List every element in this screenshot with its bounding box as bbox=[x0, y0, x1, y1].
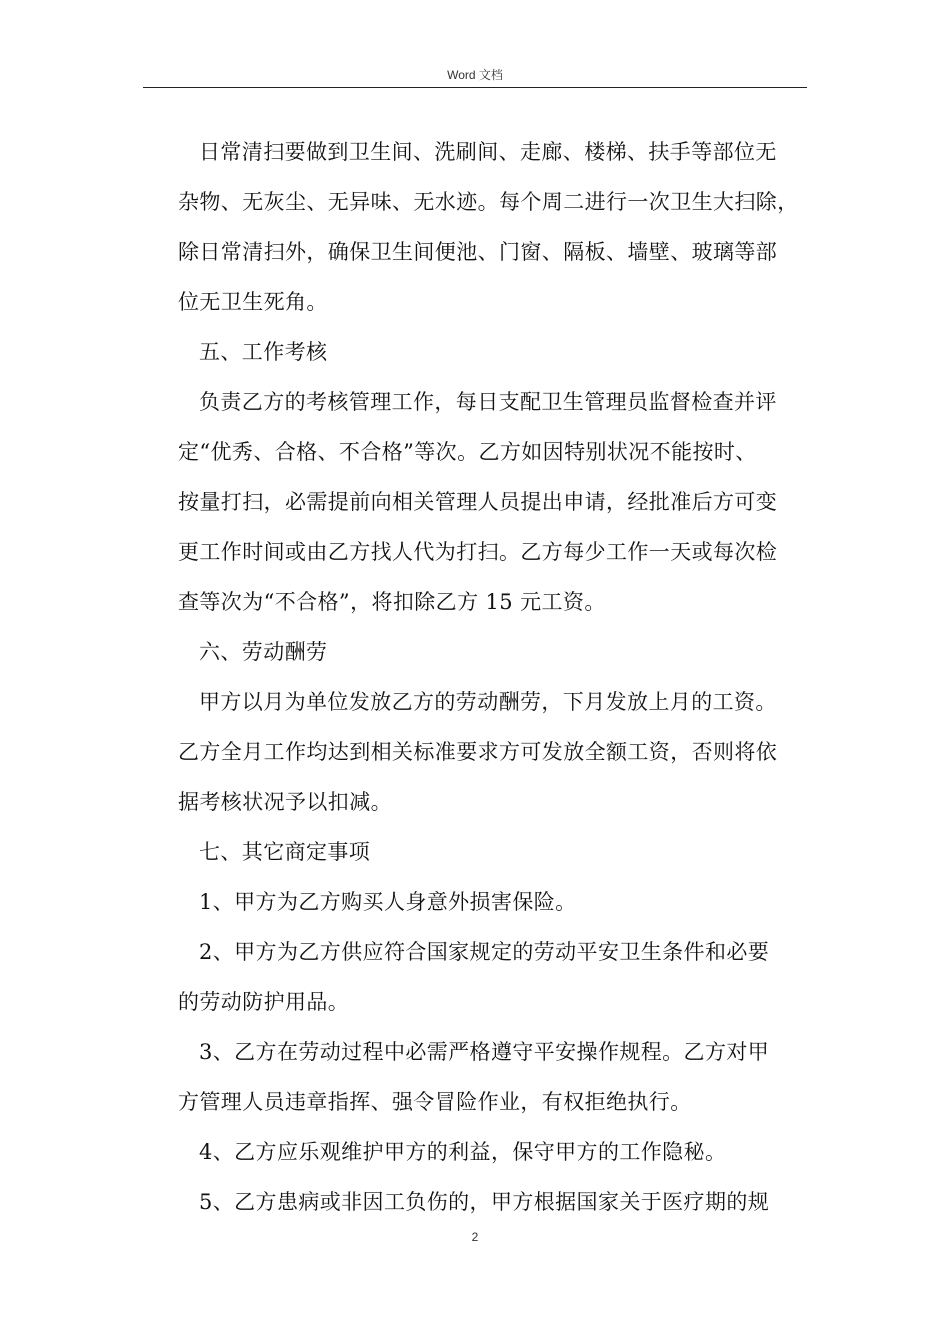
list-item-continuation: 方管理人员违章指挥、强令冒险作业，有权拒绝执行。 bbox=[178, 1090, 692, 1114]
body-line: 位无卫生死角。 bbox=[178, 290, 328, 314]
list-item: 1、甲方为乙方购买人身意外损害保险。 bbox=[199, 890, 577, 914]
page-number: 2 bbox=[471, 1230, 479, 1244]
header-divider bbox=[143, 87, 807, 88]
section-heading: 七、其它商定事项 bbox=[199, 840, 371, 864]
list-item: 3、乙方在劳动过程中必需严格遵守平安操作规程。乙方对甲 bbox=[199, 1040, 770, 1064]
list-item: 5、乙方患病或非因工负伤的，甲方根据国家关于医疗期的规 bbox=[199, 1190, 770, 1214]
body-line: 按量打扫，必需提前向相关管理人员提出申请，经批准后方可变 bbox=[178, 490, 778, 514]
body-line: 乙方全月工作均达到相关标准要求方可发放全额工资，否则将依 bbox=[178, 740, 778, 764]
body-line: 定“优秀、合格、不合格”等次。乙方如因特别状况不能按时、 bbox=[178, 440, 757, 464]
body-line: 杂物、无灰尘、无异味、无水迹。每个周二进行一次卫生大扫除， bbox=[178, 190, 799, 214]
list-item-continuation: 的劳动防护用品。 bbox=[178, 990, 350, 1014]
body-line: 甲方以月为单位发放乙方的劳动酬劳，下月发放上月的工资。 bbox=[199, 690, 777, 714]
page-header-title: Word 文档 bbox=[447, 68, 503, 82]
list-item: 4、乙方应乐观维护甲方的利益，保守甲方的工作隐秘。 bbox=[199, 1140, 727, 1164]
section-heading: 六、劳动酬劳 bbox=[199, 640, 328, 664]
document-body bbox=[178, 127, 814, 1227]
body-line: 日常清扫要做到卫生间、洗刷间、走廊、楼梯、扶手等部位无 bbox=[199, 140, 777, 164]
body-line: 查等次为“不合格”，将扣除乙方 15 元工资。 bbox=[178, 590, 606, 614]
body-line: 更工作时间或由乙方找人代为打扫。乙方每少工作一天或每次检 bbox=[178, 540, 778, 564]
body-line: 除日常清扫外，确保卫生间便池、门窗、隔板、墙壁、玻璃等部 bbox=[178, 240, 778, 264]
list-item: 2、甲方为乙方供应符合国家规定的劳动平安卫生条件和必要 bbox=[199, 940, 770, 964]
body-line: 据考核状况予以扣减。 bbox=[178, 790, 392, 814]
section-heading: 五、工作考核 bbox=[199, 340, 328, 364]
body-line: 负责乙方的考核管理工作，每日支配卫生管理员监督检查并评 bbox=[199, 390, 777, 414]
